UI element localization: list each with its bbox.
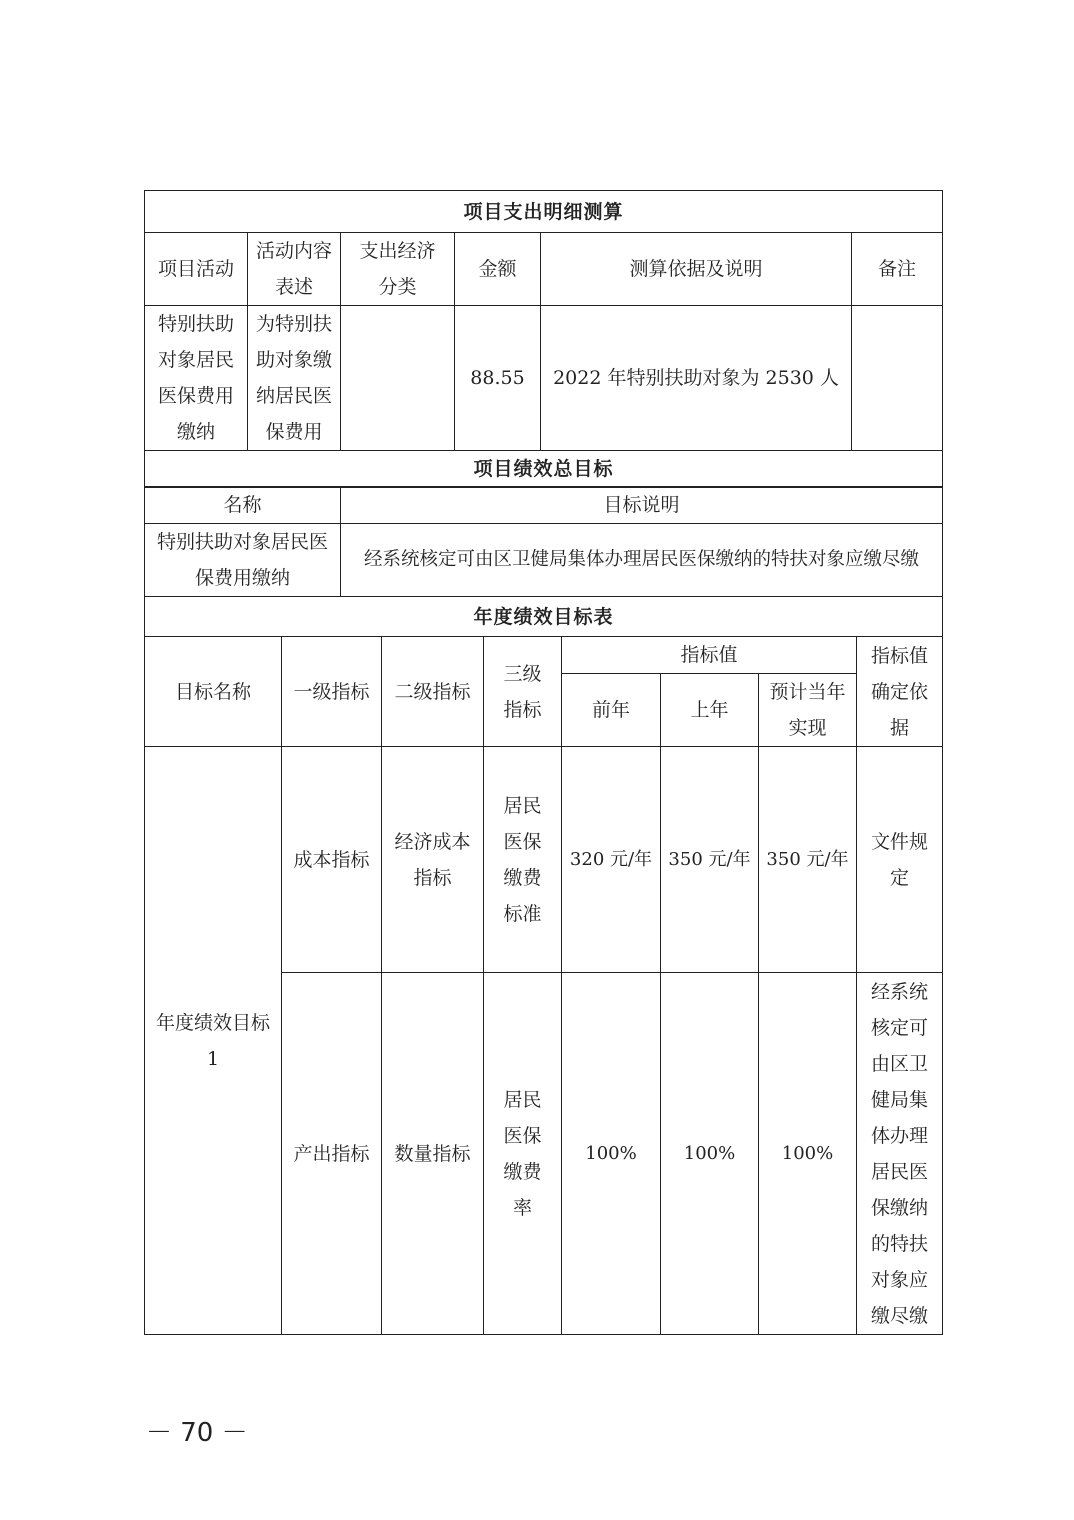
header-prev-year: 前年: [562, 674, 661, 747]
row1-prev-year: 320 元/年: [562, 747, 661, 973]
header-level3: 三级指标: [484, 637, 562, 747]
overall-goal-table: [144, 486, 943, 637]
header-basis: 指标值确定依据: [857, 637, 943, 747]
row2-expected: 100%: [759, 973, 857, 1335]
row2-level1: 产出指标: [282, 973, 382, 1335]
header-indicator-value: 指标值: [562, 637, 857, 674]
header-target-name: 目标名称: [145, 637, 282, 747]
header-basis: 测算依据及说明: [541, 233, 852, 306]
row1-level2: 经济成本指标: [382, 747, 484, 973]
header-description: 活动内容表述: [248, 233, 341, 306]
header-last-year: 上年: [661, 674, 759, 747]
row-amount: 88.55: [455, 306, 541, 451]
goal-row-name: 特别扶助对象居民医保费用缴纳: [145, 524, 341, 597]
header-activity: 项目活动: [145, 233, 248, 306]
row-econ-class: [341, 306, 455, 451]
header-level1: 一级指标: [282, 637, 382, 747]
header-expected: 预计当年实现: [759, 674, 857, 747]
header-remarks: 备注: [852, 233, 943, 306]
row1-level1: 成本指标: [282, 747, 382, 973]
row1-expected: 350 元/年: [759, 747, 857, 973]
row-description: 为特别扶助对象缴纳居民医保费用: [248, 306, 341, 451]
annual-targets-section-title: 年度绩效目标表: [145, 597, 943, 637]
expense-section-title: 项目支出明细测算: [145, 191, 943, 233]
row1-level3: 居民医保缴费标准: [484, 747, 562, 973]
goal-row-description: 经系统核定可由区卫健局集体办理居民医保缴纳的特扶对象应缴尽缴: [341, 524, 943, 597]
header-econ-class: 支出经济分类: [341, 233, 455, 306]
row1-basis: 文件规定: [857, 747, 943, 973]
expense-detail-table: [144, 190, 943, 488]
row2-prev-year: 100%: [562, 973, 661, 1335]
row1-last-year: 350 元/年: [661, 747, 759, 973]
goal-header-name: 名称: [145, 487, 341, 524]
row2-basis: 经系统核定可由区卫健局集体办理居民医保缴纳的特扶对象应缴尽缴: [857, 973, 943, 1335]
header-level2: 二级指标: [382, 637, 484, 747]
goal-header-description: 目标说明: [341, 487, 943, 524]
row2-level3: 居民医保缴费率: [484, 973, 562, 1335]
annual-targets-table: [144, 636, 943, 1335]
row-activity: 特别扶助对象居民医保费用缴纳: [145, 306, 248, 451]
overall-goal-section-title: 项目绩效总目标: [145, 451, 943, 488]
row-remarks: [852, 306, 943, 451]
page-number: － 70 －: [146, 1418, 248, 1448]
target-name: 年度绩效目标1: [145, 747, 282, 1335]
row-basis: 2022 年特别扶助对象为 2530 人: [541, 306, 852, 451]
header-amount: 金额: [455, 233, 541, 306]
row2-last-year: 100%: [661, 973, 759, 1335]
row2-level2: 数量指标: [382, 973, 484, 1335]
